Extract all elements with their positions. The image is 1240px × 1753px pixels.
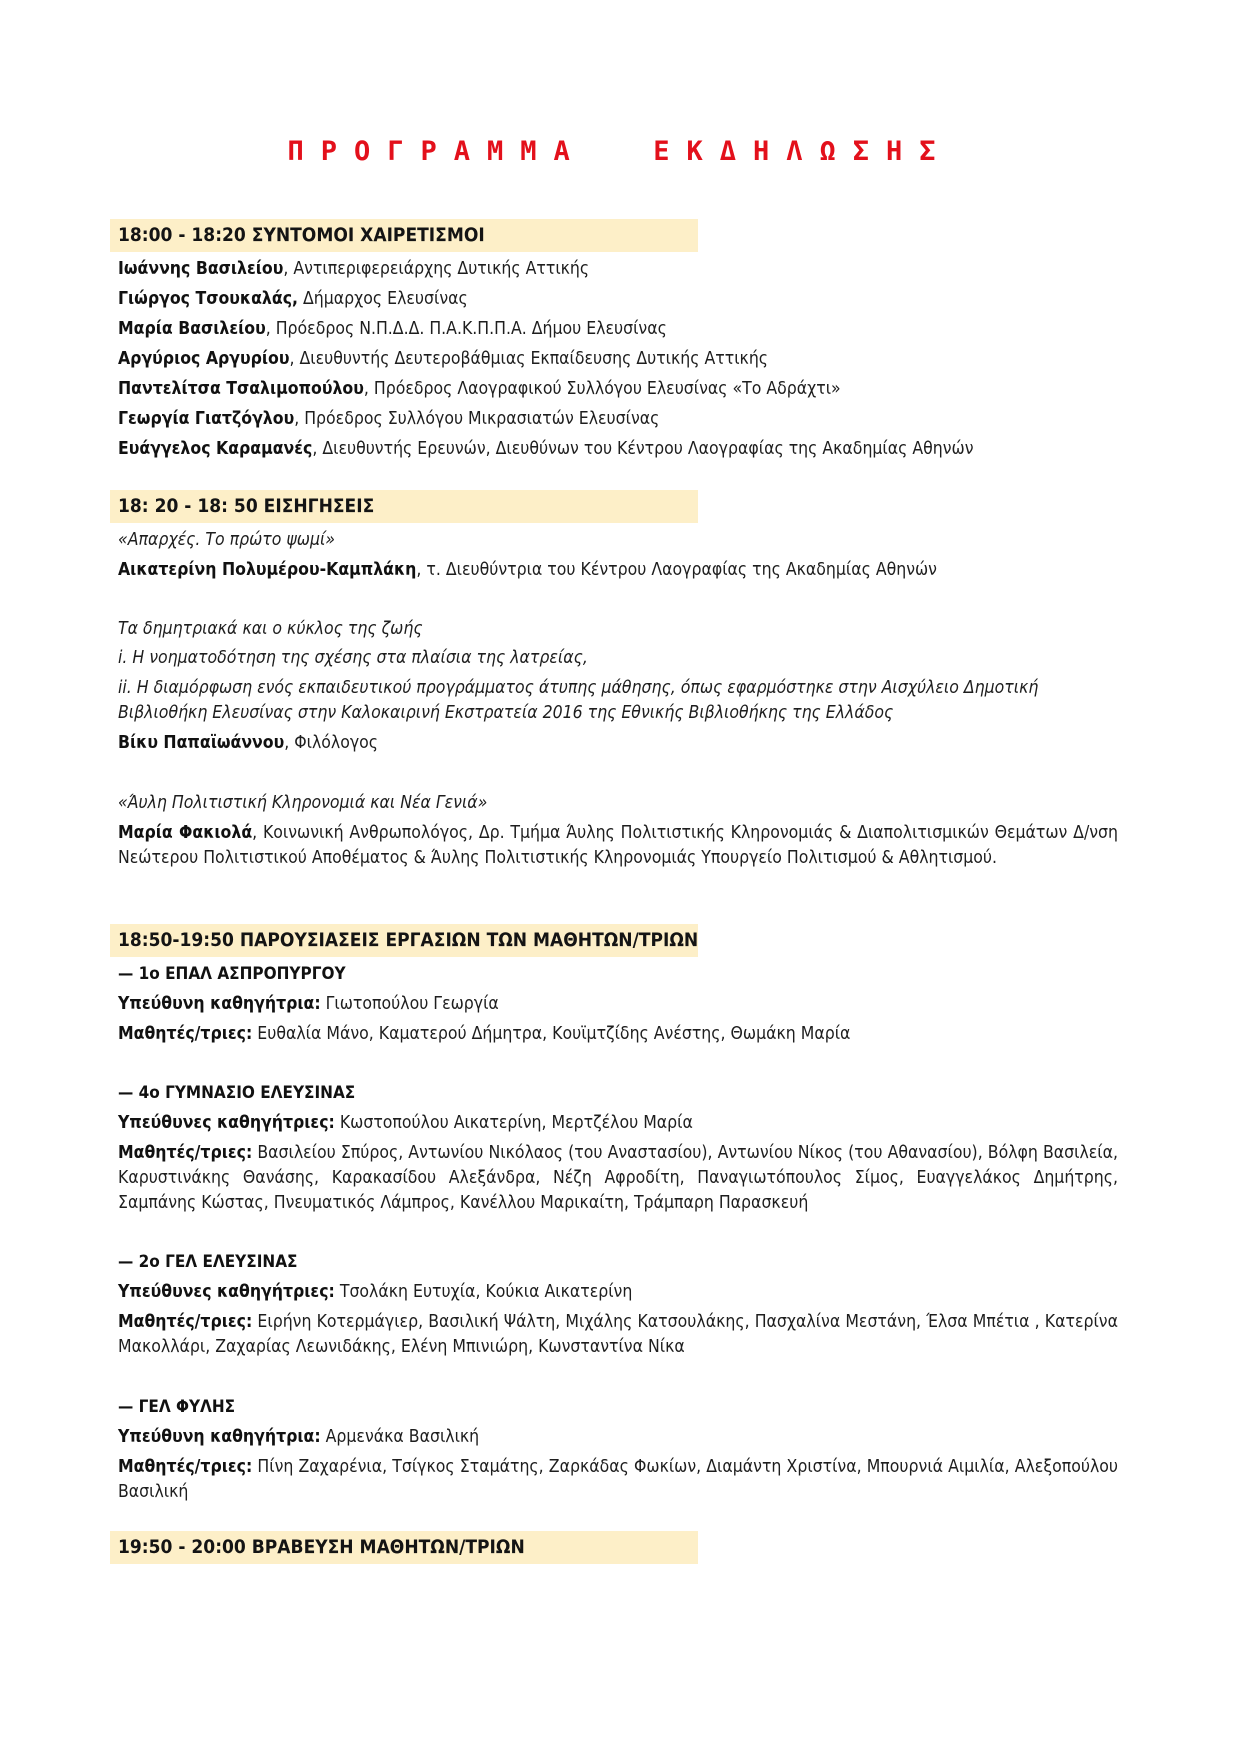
teacher-line [118,1425,1118,1450]
speaker-role: , Πρόεδρος Συλλόγου Μικρασιατών Ελευσίνας [294,409,660,429]
students-paragraph [118,1310,1118,1360]
students-paragraph [118,1455,1118,1505]
speaker-role: , Φιλόλογος [284,733,379,753]
teacher-line [118,1280,1118,1305]
speaker-role: , Αντιπεριφερειάρχης Δυτικής Αττικής [283,259,590,279]
school-name: — 4ο ΓΥΜΝΑΣΙΟ ΕΛΕΥΣΙΝΑΣ [118,1083,356,1103]
speaker-role: Δήμαρχος Ελευσίνας [298,289,468,309]
speaker-line [118,317,1118,342]
teacher-label: Υπεύθυνη καθηγήτρια: [118,994,321,1014]
student-names: Πίνη Ζαχαρένια, Τσίγκος Σταμάτης, Ζαρκάδας Φωκίων, Διαμάντη Χριστίνα, Μπουρνιά Αιμιλία, Αλεξοπούλου Βασιλική [118,1457,1118,1502]
student-names: Ειρήνη Κοτερμάγιερ, Βασιλική Ψάλτη, Μιχάλης Κατσουλάκης, Πασχαλίνα Μεστάνη, Έλσα Μπέτια , Κατερίνα Μακολλάρι, Ζαχαρίας Λεωνιδάκης, Ελένη Μπινιώρη, Κωνσταντίνα Νίκα [118,1312,1118,1357]
school-name: — 2ο ΓΕΛ ΕΛΕΥΣΙΝΑΣ [118,1252,298,1272]
speaker-name: Παντελίτσα Τσαλιμοπούλου [118,379,364,399]
speaker-name: Ιωάννης Βασιλείου [118,259,284,279]
speaker-role: , Πρόεδρος Λαογραφικού Συλλόγου Ελευσίνας «Το Αδράχτι» [363,379,841,399]
students-label: Μαθητές/τριες: [118,1024,253,1044]
teacher-line [118,1111,1118,1136]
talk-point: ii. Η διαμόρφωση ενός εκπαιδευτικού προγράμματος άτυπης μάθησης, όπως εφαρμόστηκε στην Αισχύλειο Δημοτική [118,678,1039,698]
speaker-role: , Πρόεδρος Ν.Π.Δ.Δ. Π.Α.Κ.Π.Π.Α. Δήμου Ελευσίνας [265,319,667,339]
students-label: Μαθητές/τριες: [118,1312,253,1332]
talk-speaker-line [118,558,1118,583]
speaker-name: Γεωργία Γιατζόγλου [118,409,295,429]
student-names: Ευθαλία Μάνο, Καματερού Δήμητρα, Κουϊμτζίδης Ανέστης, Θωμάκη Μαρία [252,1024,851,1044]
teacher-label: Υπεύθυνες καθηγήτριες: [118,1113,335,1133]
students-label: Μαθητές/τριες: [118,1143,253,1163]
talk-title: Τα δημητριακά και ο κύκλος της ζωής [118,619,423,639]
speaker-role: , Κοινωνική Ανθρωπολόγος, Δρ. Τμήμα Άυλης Πολιτιστικής Κληρονομιάς & Διαπολιτισμικών Θεμάτων Δ/νση Νεώτερου Πολιτιστικού Αποθέματος & Άυλης Πολιτιστικής Κληρονομιάς Υπουργείο Πολιτισμού & Αθλητισμού. [118,823,1118,868]
teacher-names: Γιωτοπούλου Γεωργία [320,994,499,1014]
section-header-presentations: 18:50-19:50 ΠΑΡΟΥΣΙΑΣΕΙΣ ΕΡΓΑΣΙΩΝ ΤΩΝ ΜΑΘΗΤΩΝ/ΤΡΙΩΝ [110,924,698,957]
speaker-line [118,377,1118,402]
teacher-names: Τσολάκη Ευτυχία, Κούκια Αικατερίνη [334,1282,633,1302]
speaker-line [118,437,1118,462]
speaker-name: Βίκυ Παπαϊωάννου [118,733,285,753]
speaker-role: , Διευθυντής Ερευνών, Διευθύνων του Κέντρου Λαογραφίας της Ακαδημίας Αθηνών [312,439,974,459]
page-title: ΠΡΟΓΡΑΜΜΑ ΕΚΔΗΛΩΣΗΣ [287,136,953,167]
section-header-greetings: 18:00 - 18:20 ΣΥΝΤΟΜΟΙ ΧΑΙΡΕΤΙΣΜΟΙ [110,219,698,252]
teacher-names: Αρμενάκα Βασιλική [320,1427,480,1447]
section-header-awards: 19:50 - 20:00 ΒΡΑΒΕΥΣΗ ΜΑΘΗΤΩΝ/ΤΡΙΩΝ [110,1531,698,1564]
talk-speaker-paragraph [118,821,1118,871]
speaker-line [118,347,1118,372]
speaker-name: Μαρία Φακιολά [118,823,253,843]
students-line [118,1022,1118,1047]
teacher-names: Κωστοπούλου Αικατερίνη, Μερτζέλου Μαρία [334,1113,693,1133]
speaker-line [118,287,1118,312]
speaker-name: Ευάγγελος Καραμανές [118,439,313,459]
speaker-line [118,257,1118,282]
speaker-line [118,407,1118,432]
speaker-name: Γιώργος Τσουκαλάς, [118,289,299,309]
teacher-label: Υπεύθυνη καθηγήτρια: [118,1427,321,1447]
talk-speaker-line [118,731,1118,756]
school-name: — 1ο ΕΠΑΛ ΑΣΠΡΟΠΥΡΓΟΥ [118,964,346,984]
student-names: Βασιλείου Σπύρος, Αντωνίου Νικόλαος (του Αναστασίου), Αντωνίου Νίκος (του Αθανασίου), Βόλφη Βασιλεία, Καρυστινάκης Θανάσης, Καρακασίδου Αλεξάνδρα, Νέζη Αφροδίτη, Παναγιωτόπουλος Σίμος, Ευαγγελάκος Δημήτρης, Σαμπάνης Κώστας, Πνευματικός Λάμπρος, Κανέλλου Μαρικαίτη, Τράμπαρη Παρασκευή [118,1143,1118,1213]
students-paragraph [118,1141,1118,1216]
speaker-name: Αργύριος Αργυρίου [118,349,290,369]
speaker-name: Αικατερίνη Πολυμέρου-Καμπλάκη [118,560,417,580]
teacher-label: Υπεύθυνες καθηγήτριες: [118,1282,335,1302]
teacher-line [118,992,1118,1017]
talk-point-continued: Βιβλιοθήκη Ελευσίνας στην Καλοκαιρινή Εκστρατεία 2016 της Εθνικής Βιβλιοθήκης της Ελλάδος [118,703,894,723]
section-header-talks: 18: 20 - 18: 50 ΕΙΣΗΓΗΣΕΙΣ [110,490,698,523]
speaker-role: , τ. Διευθύντρια του Κέντρου Λαογραφίας της Ακαδημίας Αθηνών [416,560,937,580]
school-name: — ΓΕΛ ΦΥΛΗΣ [118,1397,236,1417]
speaker-name: Μαρία Βασιλείου [118,319,266,339]
students-label: Μαθητές/τριες: [118,1457,253,1477]
speaker-role: , Διευθυντής Δευτεροβάθμιας Εκπαίδευσης Δυτικής Αττικής [289,349,769,369]
talk-title: «Απαρχές. Το πρώτο ψωμί» [118,530,336,550]
talk-title: «Άυλη Πολιτιστική Κληρονομιά και Νέα Γενιά» [118,793,488,813]
talk-point: i. Η νοηματοδότηση της σχέσης στα πλαίσια της λατρείας, [118,648,588,668]
